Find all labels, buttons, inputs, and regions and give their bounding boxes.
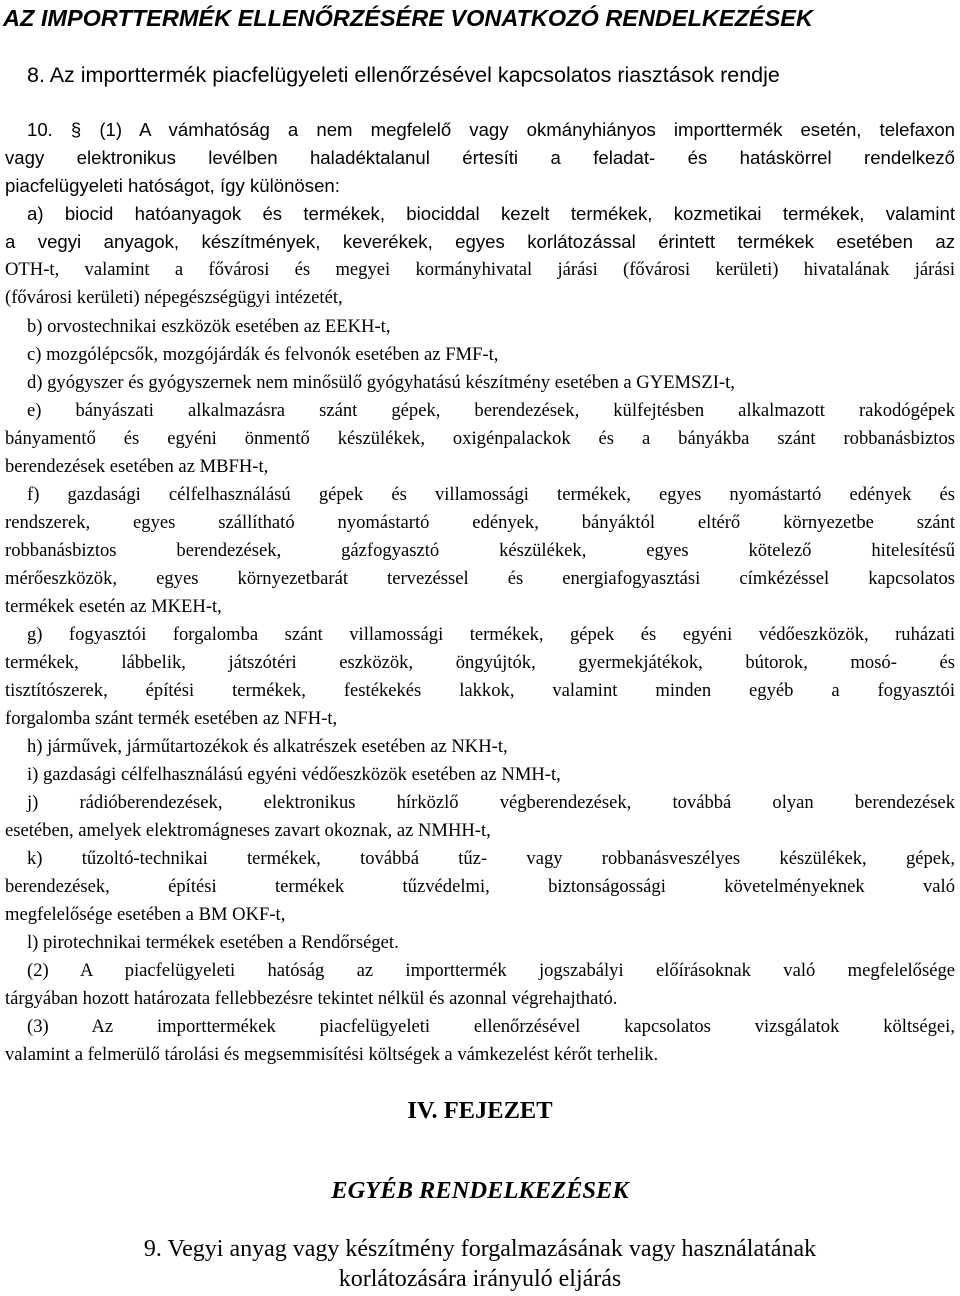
paragraph-line: f) gazdasági célfelhasználású gépek és villamossági termékek, egyes nyomástartó edények és	[27, 484, 955, 505]
section-9-title-line-2: korlátozására irányuló eljárás	[338, 1266, 622, 1292]
paragraph-line: a vegyi anyagok, készítmények, keverékek, egyes korlátozással érintett termékek esetében az	[5, 231, 955, 252]
paragraph-line: forgalomba szánt termék esetében az NFH-t,	[5, 708, 338, 729]
paragraph-line: c) mozgólépcsők, mozgójárdák és felvonók esetében az FMF-t,	[27, 344, 499, 365]
paragraph-line: termékek, lábbelik, játszótéri eszközök, öngyújtók, gyermekjátékok, bútorok, mosó- és	[5, 652, 955, 673]
paragraph-line: e) bányászati alkalmazásra szánt gépek, berendezések, külfejtésben alkalmazott rakodógépek	[27, 400, 955, 421]
paragraph-line: piacfelügyeleti hatóságot, így különösen:	[5, 175, 340, 196]
paragraph-line: robbanásbiztos berendezések, gázfogyasztó készülékek, egyes kötelező hitelesítésű	[5, 540, 955, 561]
paragraph-line: d) gyógyszer és gyógyszernek nem minősülő gyógyhatású készítmény esetében a GYEMSZI-t,	[27, 372, 735, 393]
paragraph-line: (2) A piacfelügyeleti hatóság az importtermék jogszabályi előírásoknak való megfelelősége	[27, 960, 955, 981]
paragraph-line: 10. § (1) A vámhatóság a nem megfelelő vagy okmányhiányos importtermék esetén, telefaxon	[27, 119, 955, 140]
paragraph-line: berendezések esetében az MBFH-t,	[5, 456, 269, 477]
paragraph-line: h) járművek, járműtartozékok és alkatrészek esetében az NKH-t,	[27, 736, 508, 757]
paragraph-line: berendezések, építési termékek tűzvédelmi, biztonságossági követelményeknek való	[5, 876, 955, 897]
paragraph-line: bányamentő és egyéni önmentő készülékek, oxigénpalackok és a bányákba szánt robbanásbiztos	[5, 428, 955, 449]
chapter-title: IV. FEJEZET	[407, 1097, 553, 1124]
paragraph-line: g) fogyasztói forgalomba szánt villamossági termékek, gépek és egyéni védőeszközök, ruházati	[27, 624, 955, 645]
paragraph-line: tárgyában hozott határozata fellebbezésre tekintet nélkül és azonnal végrehajtható.	[5, 988, 618, 1009]
paragraph-line: k) tűzoltó-technikai termékek, továbbá tűz- vagy robbanásveszélyes készülékek, gépek,	[27, 848, 955, 869]
paragraph-line: termékek esetén az MKEH-t,	[5, 596, 222, 617]
paragraph-line: OTH-t, valamint a fővárosi és megyei kormányhivatal járási (fővárosi kerületi) hivatalának járási	[5, 259, 955, 280]
chapter-subtitle: EGYÉB RENDELKEZÉSEK	[331, 1177, 629, 1204]
paragraph-line: tisztítószerek, építési termékek, festékekés lakkok, valamint minden egyéb a fogyasztói	[5, 680, 955, 701]
paragraph-line: esetében, amelyek elektromágneses zavart okoznak, az NMHH-t,	[5, 820, 491, 841]
paragraph-line: rendszerek, egyes szállítható nyomástartó edények, bányáktól eltérő környezetbe szánt	[5, 512, 955, 533]
paragraph-line: b) orvostechnikai eszközök esetében az EEKH-t,	[27, 316, 391, 337]
section-title: 8. Az importtermék piacfelügyeleti ellenőrzésével kapcsolatos riasztások rendje	[27, 63, 780, 87]
paragraph-line: valamint a felmerülő tárolási és megsemmisítési költségek a vámkezelést kérőt terhelik.	[5, 1044, 659, 1065]
paragraph-line: (3) Az importtermékek piacfelügyeleti ellenőrzésével kapcsolatos vizsgálatok költségei,	[27, 1016, 955, 1037]
paragraph-line: (fővárosi kerületi) népegészségügyi intézetét,	[5, 287, 343, 308]
paragraph-line: l) pirotechnikai termékek esetében a Rendőrséget.	[27, 932, 399, 953]
paragraph-line: vagy elektronikus levélben haladéktalanul értesíti a feladat- és hatáskörrel rendelkező	[5, 147, 955, 168]
chapter-heading: AZ IMPORTTERMÉK ELLENŐRZÉSÉRE VONATKOZÓ RENDELKEZÉSEK	[3, 5, 813, 31]
paragraph-line: i) gazdasági célfelhasználású egyéni védőeszközök esetében az NMH-t,	[27, 764, 561, 785]
paragraph-line: j) rádióberendezések, elektronikus hírközlő végberendezések, továbbá olyan berendezések	[27, 792, 955, 813]
paragraph-line: a) biocid hatóanyagok és termékek, biociddal kezelt termékek, kozmetikai termékek, valamint	[27, 203, 955, 224]
paragraph-line: megfelelősége esetében a BM OKF-t,	[5, 904, 286, 925]
paragraph-line: mérőeszközök, egyes környezetbarát tervezéssel és energiafogyasztási címkézéssel kapcsolatos	[5, 568, 955, 589]
section-9-title-line-1: 9. Vegyi anyag vagy készítmény forgalmazásának vagy használatának	[143, 1236, 817, 1262]
